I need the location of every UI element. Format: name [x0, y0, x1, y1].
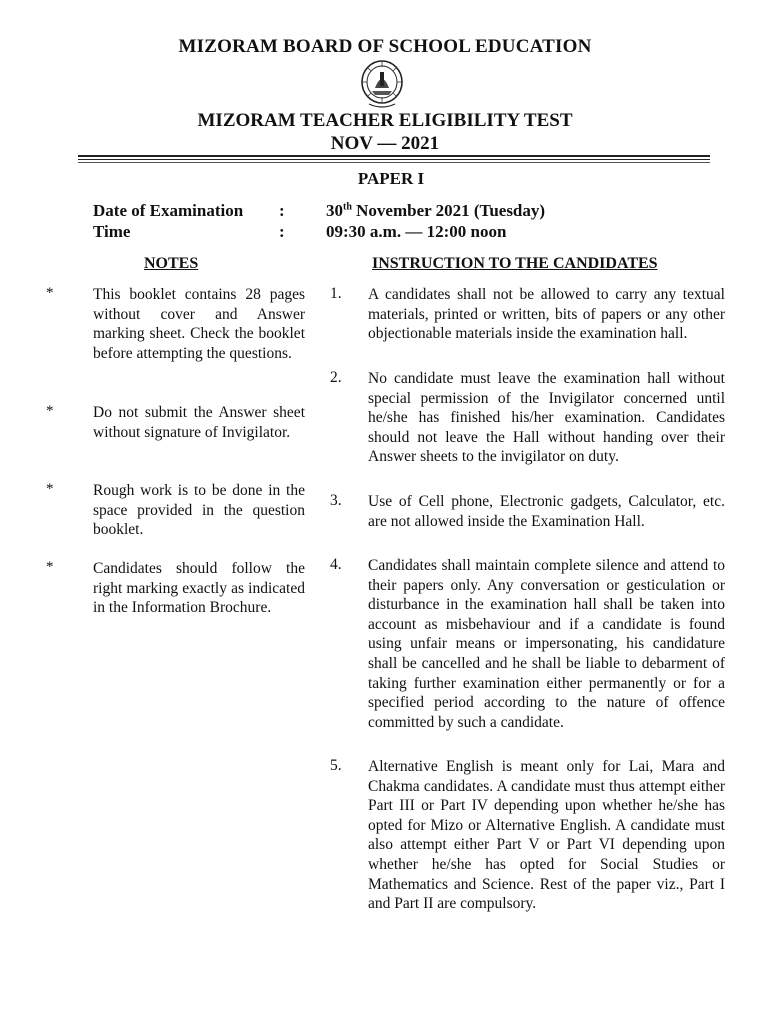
note-item: Do not submit the Answer sheet without signature of Invigilator.: [93, 404, 305, 441]
instruction-text: Candidates shall maintain complete silence and attend to their papers only. Any conversation or gesticulation or disturbance in the examination hall shall be taken into account as misbehaviour and if a candidate is found using unfair means or impersonating, his candidature shall be cancelled and he shall be liable to debarment of taking further examination either permanently or for a specified period according to the nature of offence committed by such a candidate.: [368, 557, 725, 731]
date-rest: November 2021 (Tuesday): [351, 201, 546, 220]
time-label: Time: [93, 222, 131, 241]
note-item: Rough work is to be done in the space provided in the question booklet.: [93, 482, 305, 539]
note-item: This booklet contains 28 pages without cover and Answer marking sheet. Check the booklet before attempting the questions.: [93, 286, 305, 362]
note-bullet: *: [46, 559, 54, 575]
instruction-text: Alternative English is meant only for Lai, Mara and Chakma candidates. A candidate must thus attempt either Part III or Part IV depending upon whether he/she has opted for Mizo or Alternative English. A candidate must also attempt either Part V or Part VI depending upon whether he/she has opted for Social Studies or Mathematics and Science. Rest of the paper viz., Part I and Part II are compulsory.: [368, 758, 725, 913]
note-bullet: *: [46, 403, 54, 419]
instruction-text: No candidate must leave the examination hall without special permission of the Invigilator concerned until he/she has finished his/her examination. Candidates should not leave the Hall without handing over their Answer sheets to the invigilator on duty.: [368, 370, 725, 466]
header-divider-thin-2: [78, 162, 710, 163]
date-value: [326, 201, 545, 221]
session-title: NOV — 2021: [330, 133, 440, 154]
time-colon: :: [279, 222, 285, 241]
date-day: 30: [326, 201, 343, 220]
instruction-number: 1.: [330, 285, 342, 302]
instruction-number: 2.: [330, 369, 342, 386]
test-title: MIZORAM TEACHER ELIGIBILITY TEST: [197, 110, 573, 131]
board-seal-emblem: [359, 58, 405, 110]
time-value: 09:30 a.m. — 12:00 noon: [326, 222, 507, 241]
date-colon: :: [279, 201, 285, 220]
header-divider-thick: [78, 155, 710, 157]
paper-label: PAPER I: [357, 169, 425, 188]
header-divider-thin: [78, 159, 710, 160]
instruction-text: A candidates shall not be allowed to carry any textual materials, printed or written, bits of papers or any other objectionable materials inside the examination hall.: [368, 286, 725, 343]
board-title: MIZORAM BOARD OF SCHOOL EDUCATION: [178, 36, 592, 57]
instruction-text: Use of Cell phone, Electronic gadgets, Calculator, etc. are not allowed inside the Examination Hall.: [368, 493, 725, 530]
instruction-number: 4.: [330, 556, 342, 573]
instruction-number: 5.: [330, 757, 342, 774]
notes-heading: NOTES: [144, 255, 199, 272]
instruction-number: 3.: [330, 492, 342, 509]
note-bullet: *: [46, 481, 54, 497]
date-suffix: th: [343, 201, 352, 213]
note-bullet: *: [46, 285, 54, 301]
note-item: Candidates should follow the right marking exactly as indicated in the Information Brochure.: [93, 560, 305, 617]
instructions-heading: INSTRUCTION TO THE CANDIDATES: [372, 255, 658, 272]
date-label: Date of Examination: [93, 201, 244, 220]
